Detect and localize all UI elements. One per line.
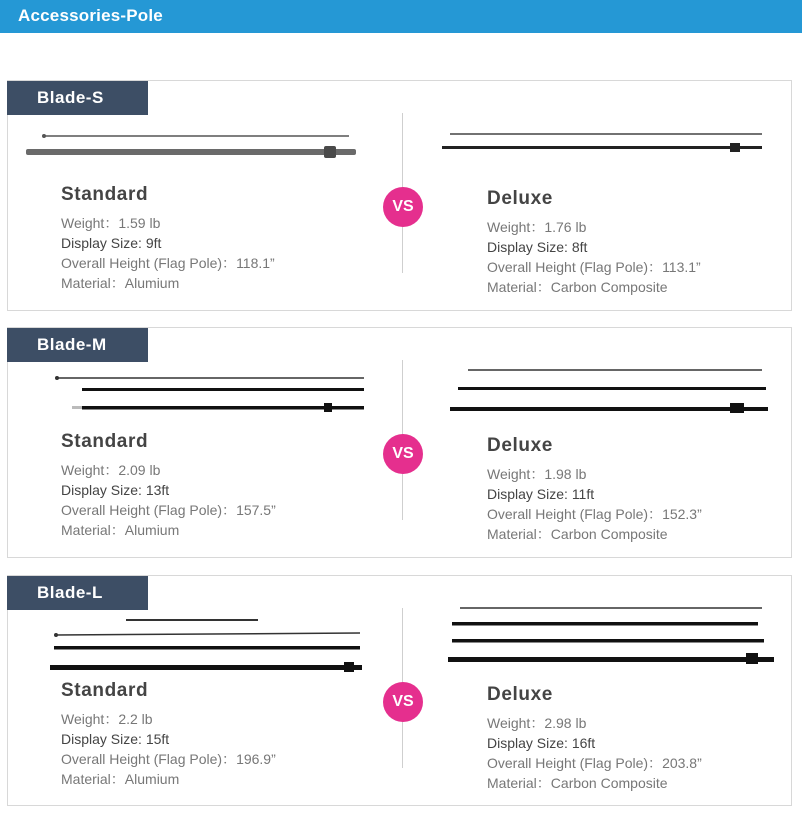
display-size-spec: Display Size: 8ft [487, 239, 588, 255]
height-spec: Overall Height (Flag Pole)：157.5” [61, 502, 276, 518]
variant-title: Deluxe [487, 435, 553, 456]
header-bar [0, 0, 802, 33]
display-size-spec: Display Size: 13ft [61, 482, 170, 498]
standard-column [61, 184, 391, 293]
material-spec: Material：Alumium [61, 771, 180, 787]
material-spec: Material：Alumium [61, 522, 180, 538]
pole-image [52, 374, 372, 414]
weight-spec: Weight：2.98 lb [487, 715, 587, 731]
variant-title: Standard [61, 431, 149, 452]
variant-title: Standard [61, 184, 149, 205]
section-tab-label: Blade-M [7, 328, 148, 362]
vs-badge: VS [383, 434, 423, 474]
page-title: Accessories-Pole [18, 6, 163, 25]
weight-spec: Weight：2.09 lb [61, 462, 161, 478]
standard-column [61, 680, 391, 789]
material-spec: Material：Alumium [61, 275, 180, 291]
weight-spec: Weight：2.2 lb [61, 711, 153, 727]
display-size-spec: Display Size: 11ft [487, 486, 595, 502]
variant-title: Deluxe [487, 684, 553, 705]
section-blade-l [7, 575, 792, 806]
pole-image [24, 131, 364, 161]
pole-image [450, 366, 780, 416]
pole-image [48, 616, 378, 678]
display-size-spec: Display Size: 16ft [487, 735, 596, 751]
display-size-spec: Display Size: 9ft [61, 235, 162, 251]
height-spec: Overall Height (Flag Pole)：118.1” [61, 255, 275, 271]
deluxe-column [487, 188, 802, 297]
section-blade-s [7, 80, 792, 311]
display-size-spec: Display Size: 15ft [61, 731, 170, 747]
section-tab-label: Blade-S [7, 81, 148, 115]
material-spec: Material：Carbon Composite [487, 775, 668, 791]
vs-badge: VS [383, 187, 423, 227]
height-spec: Overall Height (Flag Pole)：196.9” [61, 751, 276, 767]
weight-spec: Weight：1.98 lb [487, 466, 587, 482]
material-spec: Material：Carbon Composite [487, 526, 668, 542]
pole-image [446, 604, 776, 668]
material-spec: Material：Carbon Composite [487, 279, 668, 295]
pole-image [442, 131, 772, 155]
height-spec: Overall Height (Flag Pole)：203.8” [487, 755, 702, 771]
deluxe-column [487, 684, 802, 793]
height-spec: Overall Height (Flag Pole)：152.3” [487, 506, 702, 522]
weight-spec: Weight：1.59 lb [61, 215, 161, 231]
weight-spec: Weight：1.76 lb [487, 219, 587, 235]
section-tab-label: Blade-L [7, 576, 148, 610]
vs-badge: VS [383, 682, 423, 722]
height-spec: Overall Height (Flag Pole)：113.1” [487, 259, 701, 275]
variant-title: Deluxe [487, 188, 553, 209]
variant-title: Standard [61, 680, 149, 701]
standard-column [61, 431, 391, 540]
section-blade-m [7, 327, 792, 558]
deluxe-column [487, 435, 802, 544]
